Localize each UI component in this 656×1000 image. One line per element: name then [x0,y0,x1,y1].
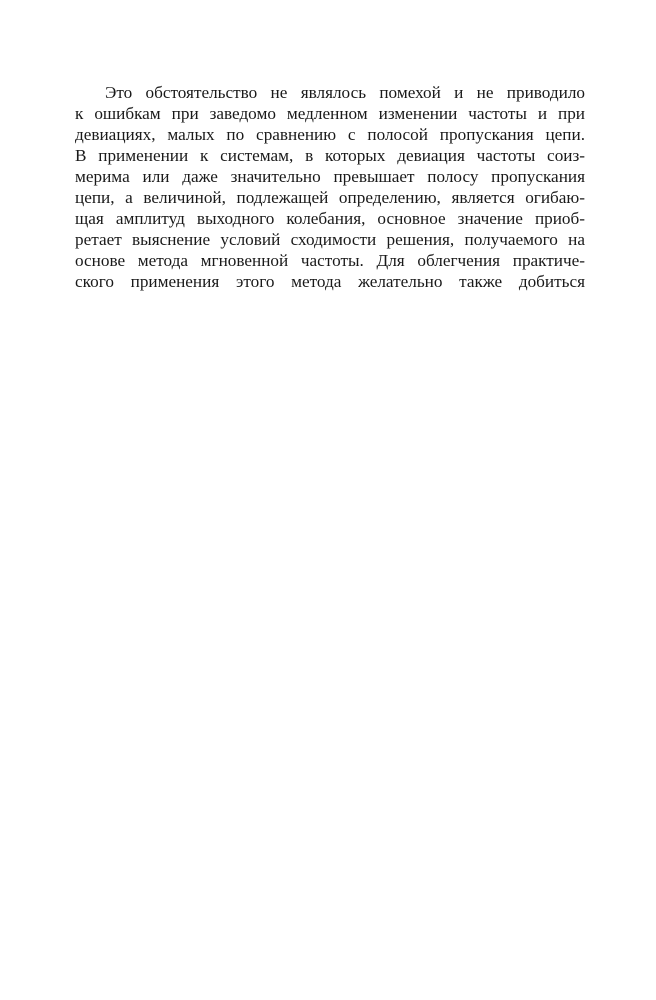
text-line: к ошибкам при заведомо медленном изменении частоты и при [75,104,585,123]
text-line: цепи, а величиной, подлежащей определению, является огибаю- [75,188,585,207]
text-line: В применении к системам, в которых девиация частоты соиз- [75,146,585,165]
text-line: Это обстоятельство не являлось помехой и не приводило [105,83,585,102]
text-line: основе метода мгновенной частоты. Для облегчения практиче- [75,251,585,270]
text-line: девиациях, малых по сравнению с полосой пропускания цепи. [75,125,585,144]
text-line: ского применения этого метода желательно также добиться [75,272,585,291]
text-line: ретает выяснение условий сходимости решения, получаемого на [75,230,585,249]
text-line: меримa или даже значительно превышает полосу пропускания [75,167,585,186]
text-line: щая амплитуд выходного колебания, основное значение приоб- [75,209,585,228]
